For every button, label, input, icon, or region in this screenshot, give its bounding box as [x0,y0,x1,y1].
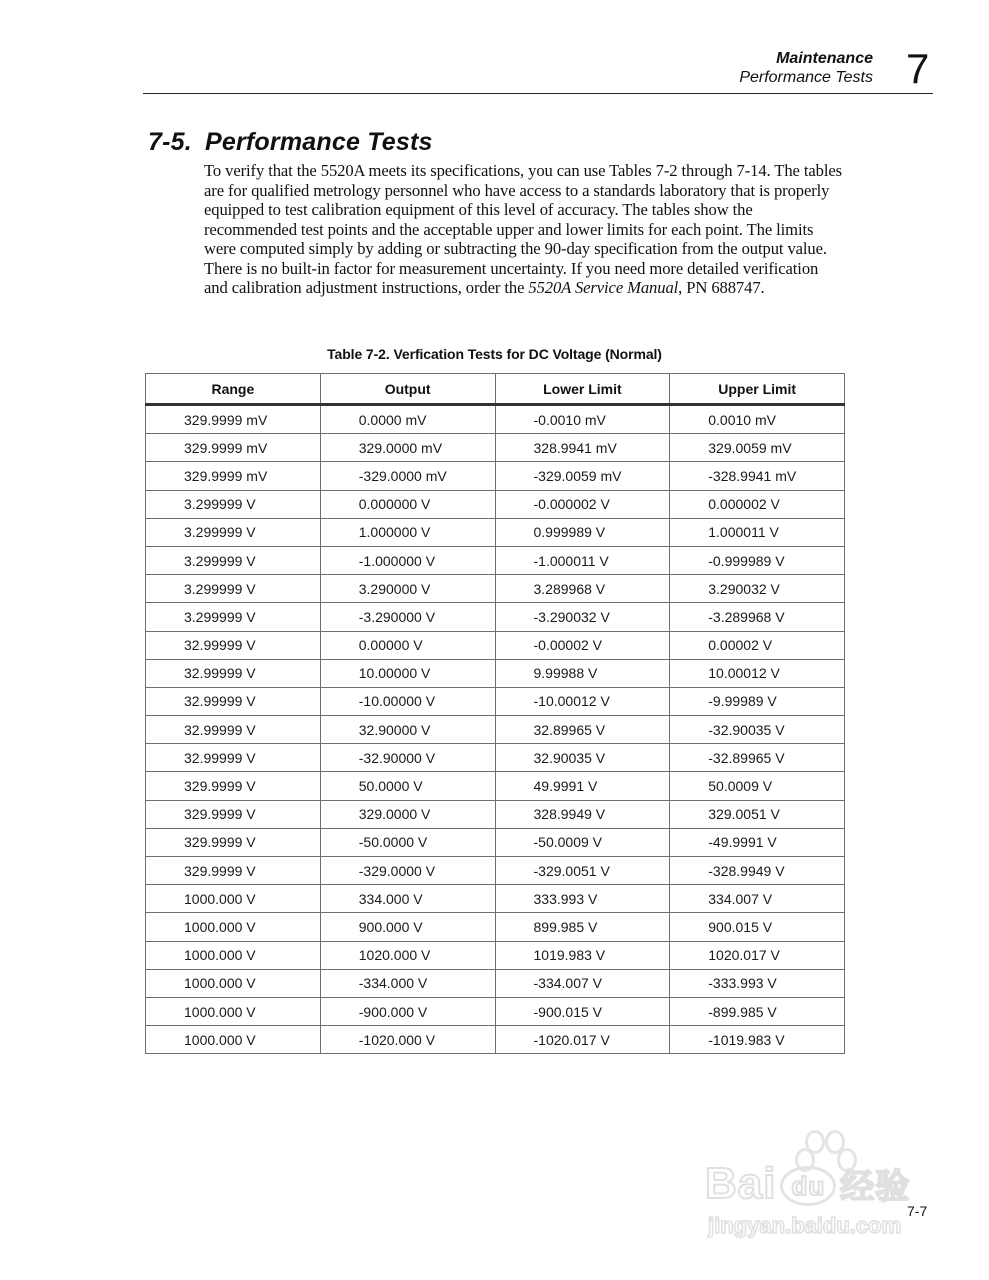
cell-range: 3.299999 V [146,518,321,546]
cell-lower-limit: 899.985 V [495,913,670,941]
table-row [146,546,845,574]
cell-upper-limit: -0.999989 V [670,546,845,574]
cell-output: -32.90000 V [320,744,495,772]
table-row [146,772,845,800]
cell-upper-limit: -32.89965 V [670,744,845,772]
table-row [146,687,845,715]
cell-output: 334.000 V [320,885,495,913]
cell-lower-limit: -329.0051 V [495,857,670,885]
cell-range: 1000.000 V [146,913,321,941]
table-row [146,800,845,828]
cell-upper-limit: -49.9991 V [670,828,845,856]
cell-output: 32.90000 V [320,716,495,744]
table-row [146,969,845,997]
cell-lower-limit: -10.00012 V [495,687,670,715]
cell-range: 329.9999 mV [146,462,321,490]
cell-range: 1000.000 V [146,1026,321,1054]
cell-upper-limit: -3.289968 V [670,603,845,631]
cell-lower-limit: 333.993 V [495,885,670,913]
cell-lower-limit: 0.999989 V [495,518,670,546]
cell-range: 329.9999 mV [146,434,321,462]
cell-upper-limit: -333.993 V [670,969,845,997]
cell-lower-limit: -0.0010 mV [495,405,670,434]
cell-output: -1.000000 V [320,546,495,574]
cell-lower-limit: -3.290032 V [495,603,670,631]
chapter-number: 7 [906,45,930,92]
cell-lower-limit: 1019.983 V [495,941,670,969]
service-manual-title: 5520A Service Manual [528,278,679,297]
watermark [700,1130,940,1240]
table-row [146,744,845,772]
cell-upper-limit: 3.290032 V [670,575,845,603]
cell-output: -10.00000 V [320,687,495,715]
section-number: 7-5. [148,128,192,156]
cell-output: 3.290000 V [320,575,495,603]
intro-paragraph [204,161,844,298]
cell-lower-limit: 32.90035 V [495,744,670,772]
cell-range: 329.9999 mV [146,405,321,434]
table-caption: Table 7-2. Verfication Tests for DC Voltage (Normal) [327,346,662,362]
watermark-brand-circle: du [780,1166,836,1206]
cell-upper-limit: 0.000002 V [670,490,845,518]
cell-output: -334.000 V [320,969,495,997]
cell-range: 1000.000 V [146,997,321,1025]
cell-output: -329.0000 mV [320,462,495,490]
cell-range: 32.99999 V [146,687,321,715]
cell-upper-limit: 10.00012 V [670,659,845,687]
table-row [146,575,845,603]
section-title-text: Performance Tests [205,128,433,156]
cell-output: 329.0000 mV [320,434,495,462]
cell-upper-limit: -32.90035 V [670,716,845,744]
section-title [148,127,433,157]
cell-range: 1000.000 V [146,969,321,997]
table-row [146,828,845,856]
cell-output: 1.000000 V [320,518,495,546]
cell-upper-limit: 900.015 V [670,913,845,941]
cell-range: 1000.000 V [146,885,321,913]
cell-lower-limit: 49.9991 V [495,772,670,800]
watermark-brand-left: Bai [705,1159,777,1208]
cell-output: 900.000 V [320,913,495,941]
cell-range: 3.299999 V [146,575,321,603]
cell-lower-limit: -1.000011 V [495,546,670,574]
column-header-output: Output [320,374,495,405]
cell-output: 50.0000 V [320,772,495,800]
cell-upper-limit: -328.9949 V [670,857,845,885]
running-head [739,49,873,87]
watermark-brand-cn: 经验 [840,1168,911,1206]
cell-lower-limit: 3.289968 V [495,575,670,603]
cell-range: 32.99999 V [146,744,321,772]
watermark-url: jingyan.baidu.com [708,1213,902,1238]
table-body [146,405,845,1054]
cell-upper-limit: 1.000011 V [670,518,845,546]
cell-range: 3.299999 V [146,603,321,631]
column-header-range: Range [146,374,321,405]
cell-lower-limit: -0.00002 V [495,631,670,659]
cell-lower-limit: -329.0059 mV [495,462,670,490]
cell-lower-limit: -0.000002 V [495,490,670,518]
intro-text: To verify that the 5520A meets its specifications, you can use Tables 7-2 through 7-14. The tables are for qualified metrology personnel who have access to a standards laboratory that is properly equipped to test calibration equipment of this level of accuracy. The tables show the recommended test points and the acceptable upper and lower limits for each point. The limits were computed simply by adding or subtracting the 90-day specification from the output value. There is no built-in factor for measurement uncertainty. If you need more detailed verification and calibration adjustment instructions, order the [204,161,842,297]
running-head-chapter: Maintenance [776,50,873,67]
cell-range: 329.9999 V [146,828,321,856]
table-row [146,434,845,462]
cell-upper-limit: -9.99989 V [670,687,845,715]
cell-upper-limit: 1020.017 V [670,941,845,969]
cell-upper-limit: 334.007 V [670,885,845,913]
cell-lower-limit: -334.007 V [495,969,670,997]
table-row [146,941,845,969]
cell-upper-limit: -328.9941 mV [670,462,845,490]
cell-output: -50.0000 V [320,828,495,856]
cell-output: -1020.000 V [320,1026,495,1054]
cell-output: 10.00000 V [320,659,495,687]
cell-output: -329.0000 V [320,857,495,885]
table-header-row [146,374,845,405]
cell-range: 32.99999 V [146,716,321,744]
cell-range: 329.9999 V [146,772,321,800]
table-row [146,997,845,1025]
paw-print-icon [795,1130,851,1170]
cell-range: 329.9999 V [146,857,321,885]
column-header-upper-limit: Upper Limit [670,374,845,405]
table-row [146,405,845,434]
cell-output: -3.290000 V [320,603,495,631]
cell-range: 3.299999 V [146,490,321,518]
table-row [146,913,845,941]
cell-lower-limit: -900.015 V [495,997,670,1025]
cell-range: 3.299999 V [146,546,321,574]
table-row [146,1026,845,1054]
table-row [146,603,845,631]
cell-lower-limit: 328.9949 V [495,800,670,828]
cell-range: 1000.000 V [146,941,321,969]
cell-output: 0.00000 V [320,631,495,659]
table-row [146,631,845,659]
table-row [146,490,845,518]
column-header-lower-limit: Lower Limit [495,374,670,405]
cell-upper-limit: -899.985 V [670,997,845,1025]
header-rule [143,93,933,94]
table-row [146,462,845,490]
running-head-section: Performance Tests [739,69,873,86]
cell-lower-limit: 9.99988 V [495,659,670,687]
page-number: 7-7 [907,1203,928,1219]
cell-upper-limit: 0.00002 V [670,631,845,659]
cell-lower-limit: -50.0009 V [495,828,670,856]
verification-table [145,373,845,1054]
table-row [146,518,845,546]
watermark-brand [705,1160,910,1211]
cell-output: 0.0000 mV [320,405,495,434]
cell-upper-limit: 0.0010 mV [670,405,845,434]
cell-upper-limit: 329.0059 mV [670,434,845,462]
cell-lower-limit: -1020.017 V [495,1026,670,1054]
cell-lower-limit: 328.9941 mV [495,434,670,462]
table-row [146,716,845,744]
cell-range: 32.99999 V [146,659,321,687]
cell-upper-limit: 50.0009 V [670,772,845,800]
cell-lower-limit: 32.89965 V [495,716,670,744]
cell-upper-limit: -1019.983 V [670,1026,845,1054]
table-row [146,885,845,913]
cell-output: -900.000 V [320,997,495,1025]
table-row [146,659,845,687]
cell-upper-limit: 329.0051 V [670,800,845,828]
cell-range: 32.99999 V [146,631,321,659]
cell-output: 329.0000 V [320,800,495,828]
intro-text-end: , PN 688747. [678,278,765,297]
cell-output: 0.000000 V [320,490,495,518]
cell-range: 329.9999 V [146,800,321,828]
cell-output: 1020.000 V [320,941,495,969]
table-row [146,857,845,885]
